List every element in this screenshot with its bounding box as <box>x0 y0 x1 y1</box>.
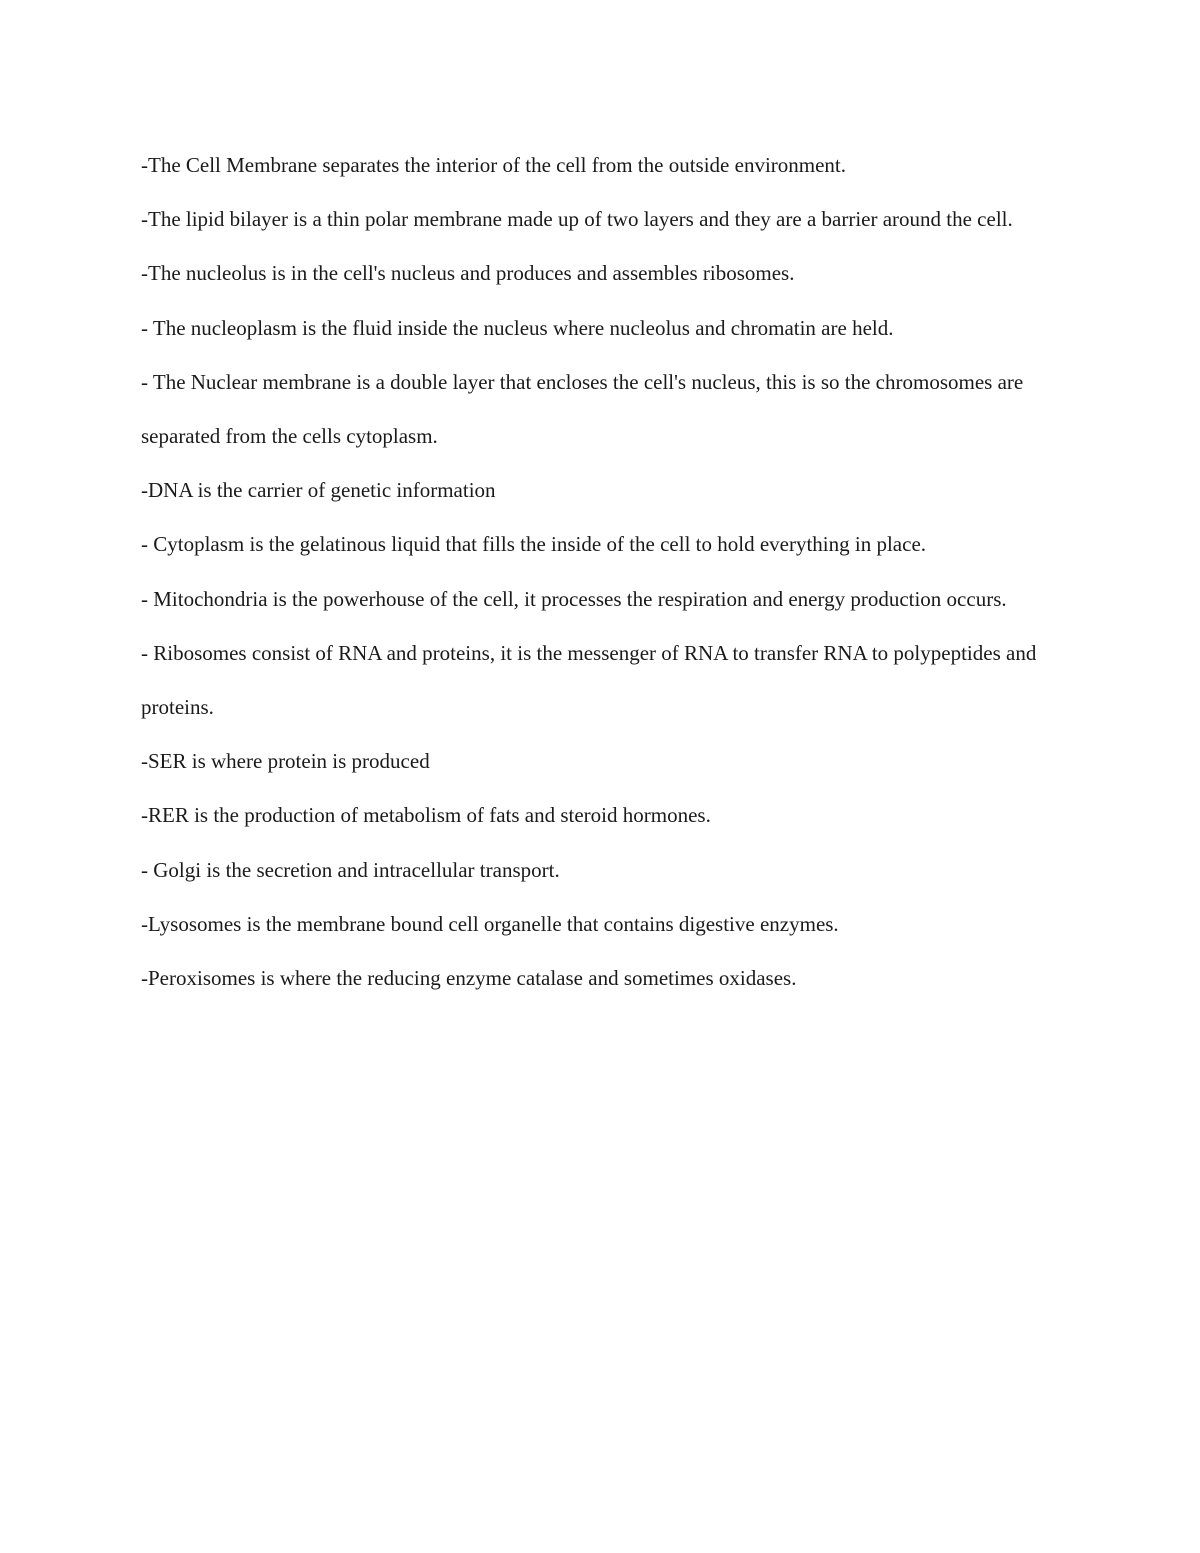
paragraph-peroxisomes: -Peroxisomes is where the reducing enzyme catalase and sometimes oxidases. <box>141 966 797 991</box>
paragraph-cytoplasm: - Cytoplasm is the gelatinous liquid that fills the inside of the cell to hold everything in place. <box>141 532 927 557</box>
paragraph-lysosomes: -Lysosomes is the membrane bound cell organelle that contains digestive enzymes. <box>141 911 839 936</box>
paragraph-rer: -RER is the production of metabolism of fats and steroid hormones. <box>141 803 711 828</box>
paragraph-ribosomes: - Ribosomes consist of RNA and proteins, it is the messenger of RNA to transfer RNA to polypeptides and proteins. <box>141 640 1037 720</box>
paragraph-mitochondria: - Mitochondria is the powerhouse of the cell, it processes the respiration and energy production occurs. <box>141 586 1007 611</box>
paragraph-lipid-bilayer: -The lipid bilayer is a thin polar membrane made up of two layers and they are a barrier around the cell. <box>141 207 1013 232</box>
document-body <box>141 138 1061 1005</box>
paragraph-dna: -DNA is the carrier of genetic information <box>141 478 496 503</box>
paragraph-cell-membrane: -The Cell Membrane separates the interior of the cell from the outside environment. <box>141 153 847 177</box>
paragraph-nuclear-membrane: - The Nuclear membrane is a double layer that encloses the cell's nucleus, this is so the chromosomes are separated from the cells cytoplasm. <box>141 369 1024 449</box>
paragraph-nucleolus: -The nucleolus is in the cell's nucleus and produces and assembles ribosomes. <box>141 261 795 286</box>
paragraph-golgi: - Golgi is the secretion and intracellular transport. <box>141 857 560 882</box>
paragraph-nucleoplasm: - The nucleoplasm is the fluid inside the nucleus where nucleolus and chromatin are held. <box>141 315 894 340</box>
paragraph-ser: -SER is where protein is produced <box>141 749 430 774</box>
